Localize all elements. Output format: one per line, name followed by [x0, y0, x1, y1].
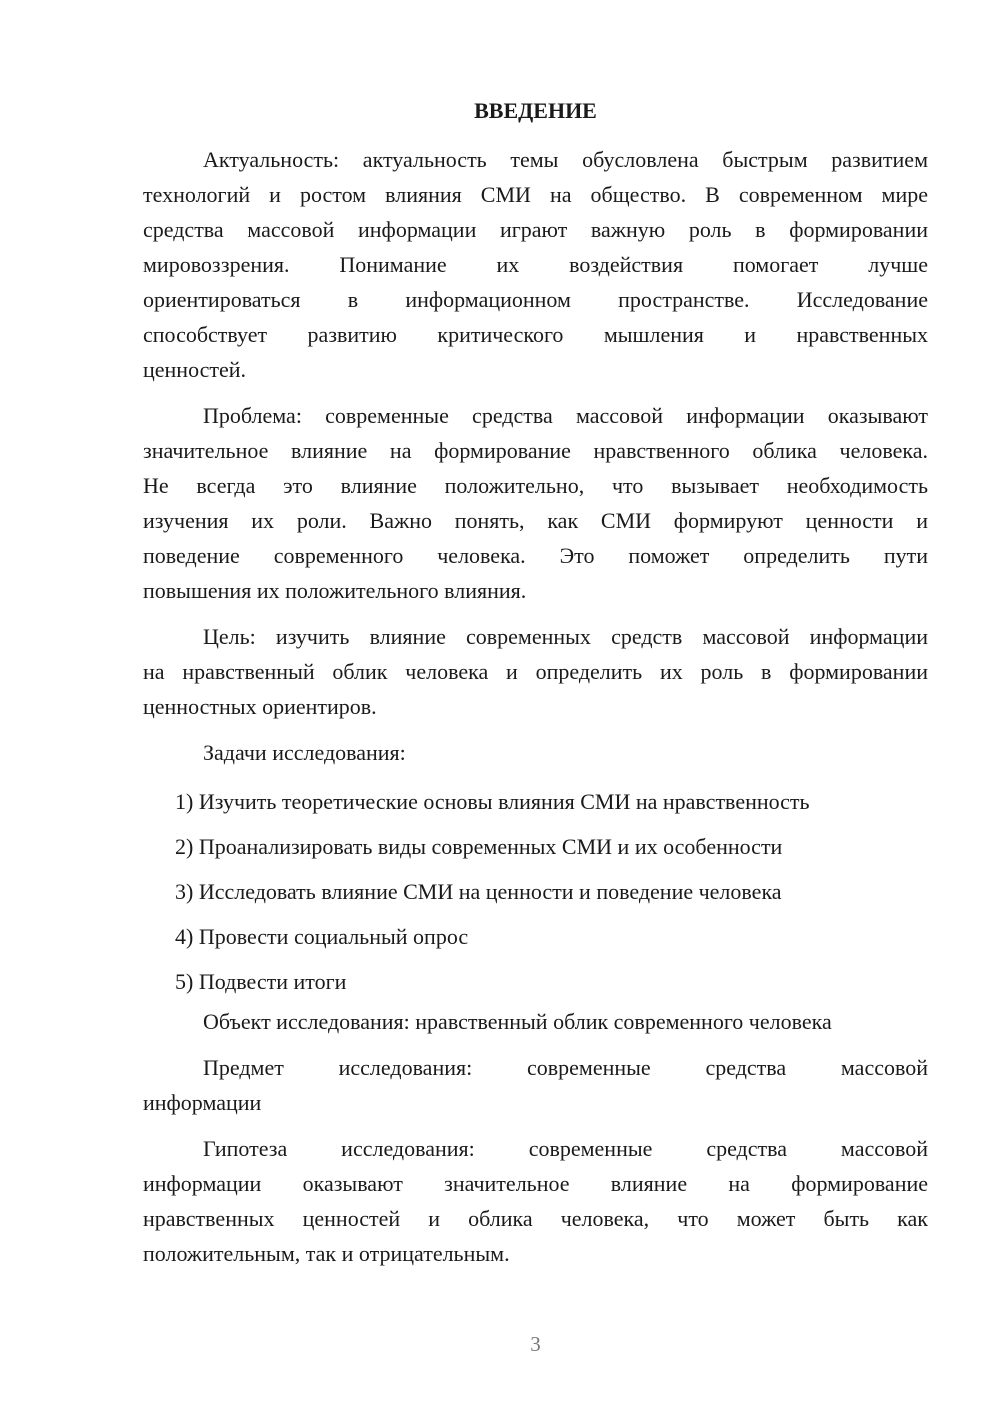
text-line: Объект исследования: нравственный облик современного человека	[203, 1009, 832, 1034]
text-line: Актуальность: актуальность темы обусловлена быстрым развитием	[203, 147, 928, 172]
text-line: Гипотеза исследования: современные средства массовой	[203, 1136, 928, 1161]
text-line: поведение современного человека. Это поможет определить пути	[143, 543, 928, 568]
text-line: повышения их положительного влияния.	[143, 578, 527, 603]
task-item: 2) Проанализировать виды современных СМИ и их особенности	[175, 834, 783, 859]
task-item: 3) Исследовать влияние СМИ на ценности и поведение человека	[175, 879, 782, 904]
tasks-heading	[143, 735, 928, 770]
text-line: Предмет исследования: современные средства массовой	[203, 1055, 928, 1080]
text-line: ценностных ориентиров.	[143, 694, 377, 719]
text-line: ценностей.	[143, 357, 247, 382]
text-line: нравственных ценностей и облика человека, что может быть как	[143, 1206, 928, 1231]
text-line: Проблема: современные средства массовой информации оказывают	[203, 403, 928, 428]
hypothesis-paragraph	[143, 1131, 928, 1271]
task-item: 4) Провести социальный опрос	[175, 924, 469, 949]
text-line: способствует развитию критического мышления и нравственных	[143, 322, 928, 347]
page-number: 3	[530, 1332, 541, 1356]
task-item: 5) Подвести итоги	[175, 969, 347, 994]
section-heading: ВВЕДЕНИЕ	[474, 98, 597, 123]
object-paragraph	[143, 1004, 928, 1039]
text-line: значительное влияние на формирование нравственного облика человека.	[143, 438, 928, 463]
text-line: мировоззрения. Понимание их воздействия помогает лучше	[143, 252, 928, 277]
text-line: информации оказывают значительное влияние на формирование	[143, 1171, 928, 1196]
text-line: изучения их роли. Важно понять, как СМИ формируют ценности и	[143, 508, 928, 533]
relevance-paragraph	[143, 142, 928, 387]
paragraphs-after	[143, 1004, 928, 1271]
text-line: информации	[143, 1090, 262, 1115]
text-line: Не всегда это влияние положительно, что вызывает необходимость	[143, 473, 928, 498]
problem-paragraph	[143, 398, 928, 608]
paragraphs-before	[143, 142, 928, 770]
text-line: средства массовой информации играют важную роль в формировании	[143, 217, 928, 242]
subject-paragraph	[143, 1050, 928, 1120]
text-line: ориентироваться в информационном пространстве. Исследование	[143, 287, 928, 312]
goal-paragraph	[143, 619, 928, 724]
tasks-list	[143, 779, 928, 1004]
text-line: положительным, так и отрицательным.	[143, 1241, 510, 1266]
document-body	[143, 142, 928, 1282]
text-line: Задачи исследования:	[203, 740, 406, 765]
text-line: технологий и ростом влияния СМИ на общество. В современном мире	[143, 182, 928, 207]
text-line: Цель: изучить влияние современных средств массовой информации	[203, 624, 928, 649]
text-line: на нравственный облик человека и определить их роль в формировании	[143, 659, 928, 684]
task-item: 1) Изучить теоретические основы влияния СМИ на нравственность	[175, 789, 810, 814]
